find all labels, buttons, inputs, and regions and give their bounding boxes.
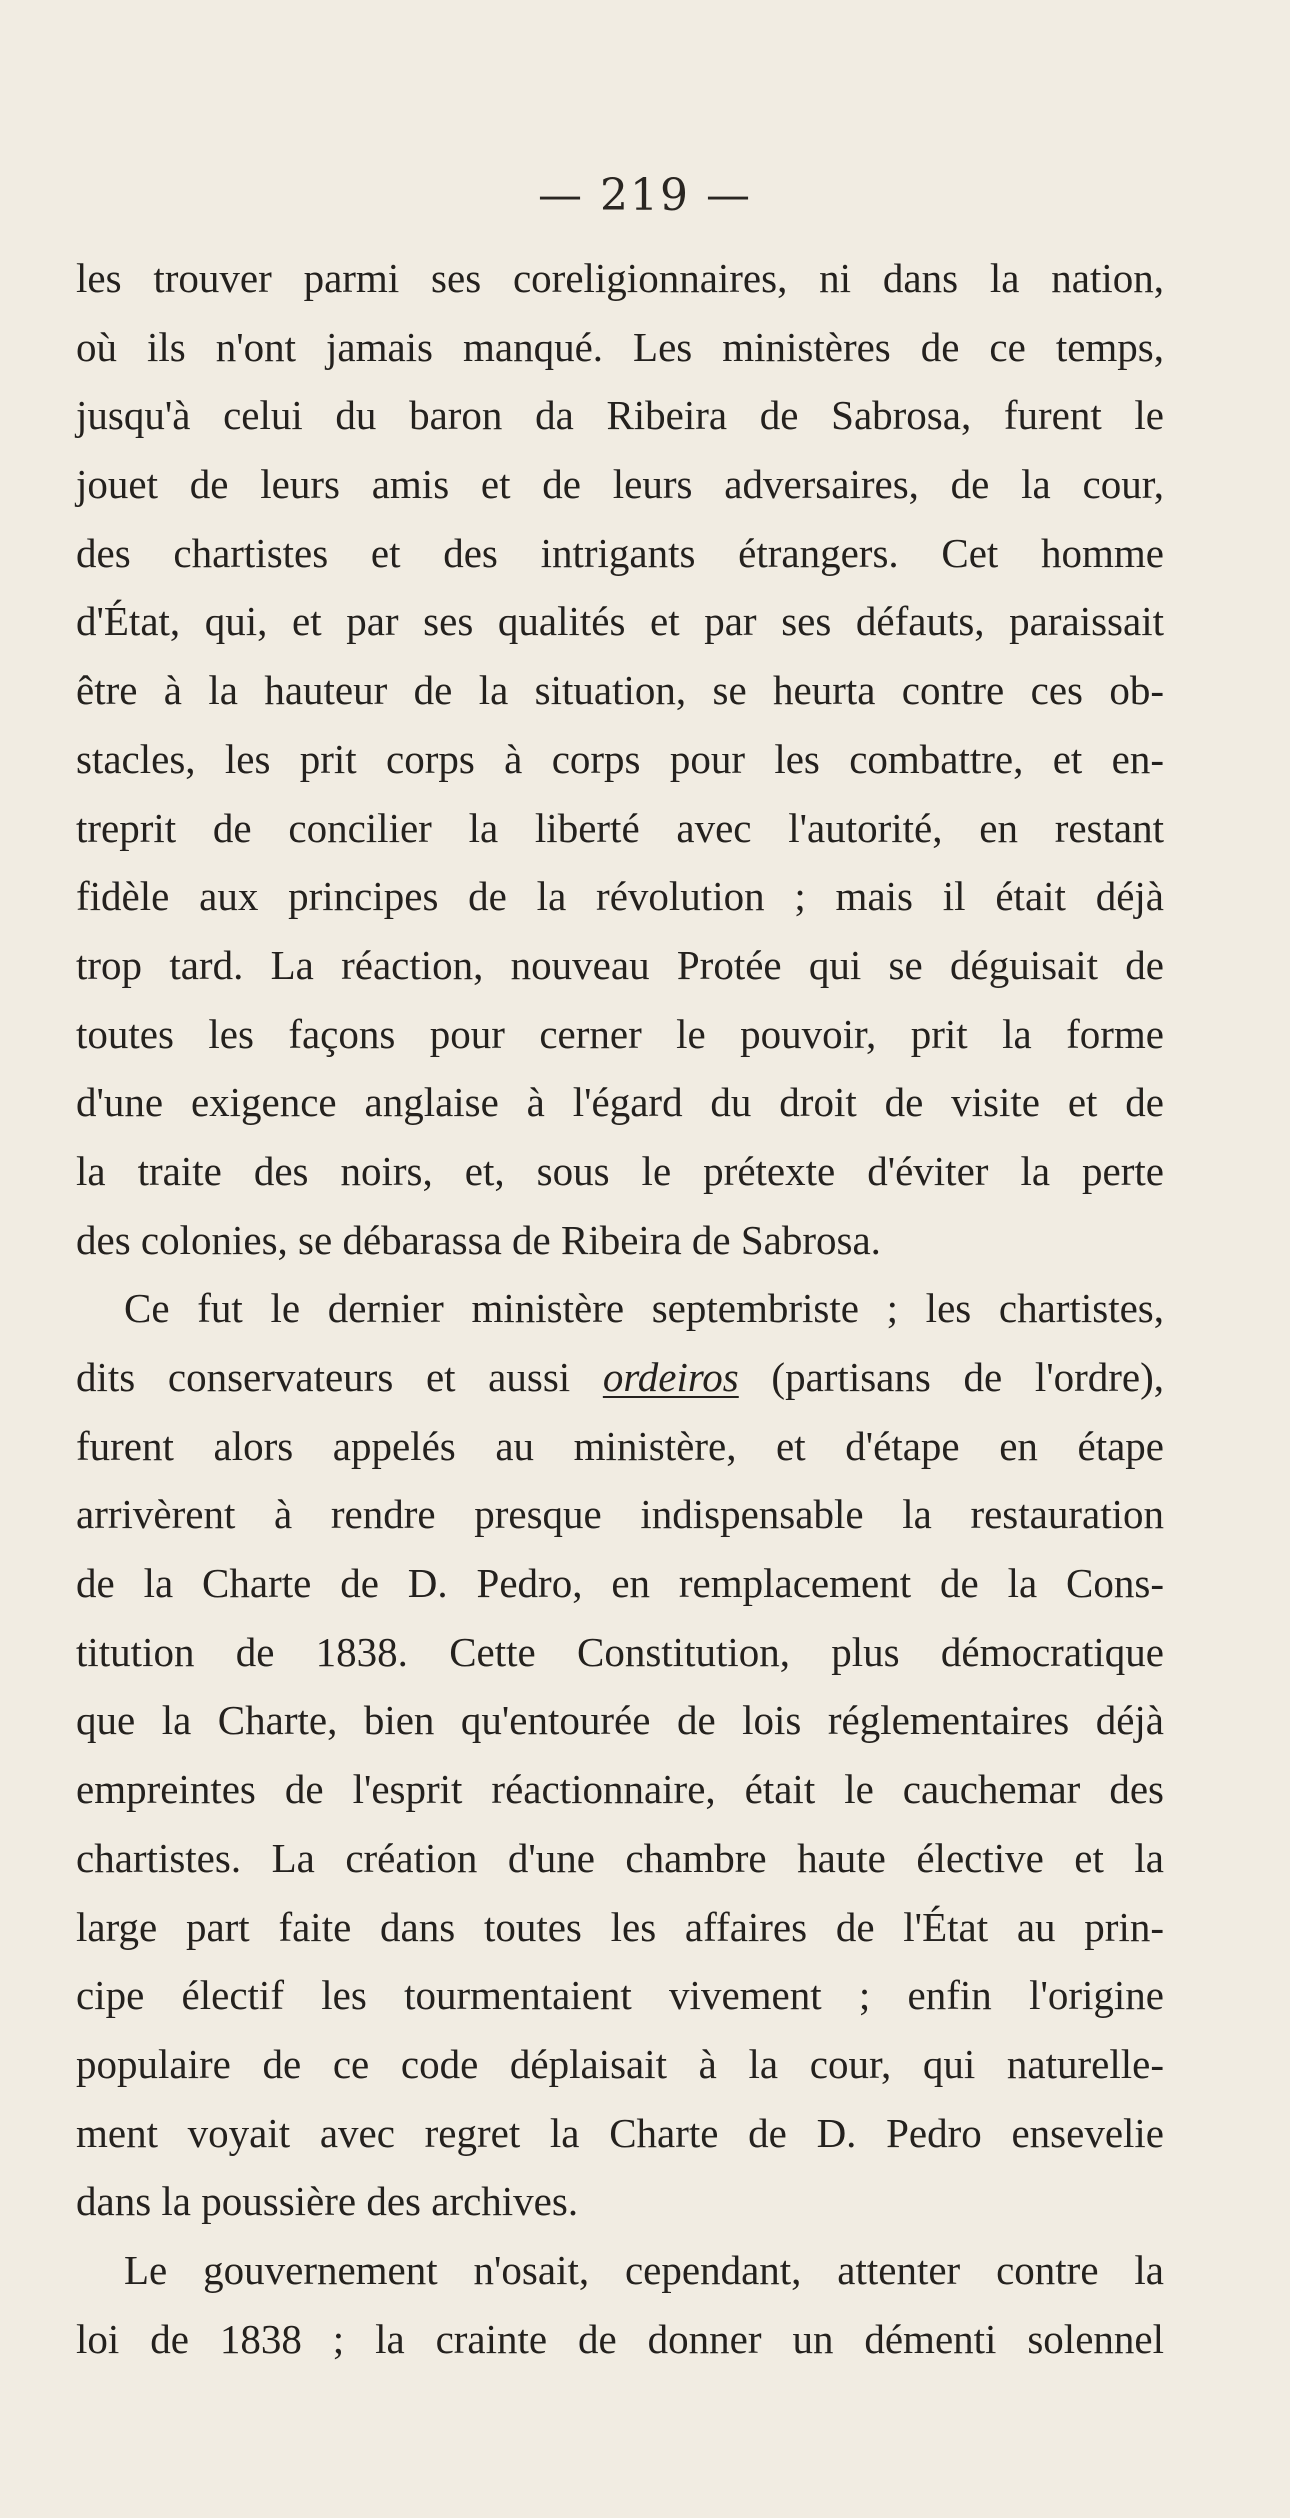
body-text: [76, 244, 1164, 2373]
text-line: être à la hauteur de la situation, se heurta contre ces ob-: [76, 667, 1164, 714]
text-line: ment voyait avec regret la Charte de D. Pedro ensevelie: [76, 2109, 1164, 2156]
text-line: la traite des noirs, et, sous le prétexte d'éviter la perte: [76, 1147, 1164, 1194]
text-segment: (partisans de l'ordre),: [738, 1354, 1165, 1400]
paragraph-last-line: dans la poussière des archives.: [76, 2178, 579, 2225]
text-line: jouet de leurs amis et de leurs adversaires, de la cour,: [76, 461, 1164, 508]
text-line: loi de 1838 ; la crainte de donner un démenti solennel: [76, 2315, 1164, 2362]
text-line: chartistes. La création d'une chambre haute élective et la: [76, 1834, 1164, 1881]
text-line: toutes les façons pour cerner le pouvoir, prit la forme: [76, 1010, 1164, 1057]
text-line: où ils n'ont jamais manqué. Les ministères de ce temps,: [76, 323, 1164, 370]
text-line: jusqu'à celui du baron da Ribeira de Sabrosa, furent le: [76, 392, 1164, 439]
text-segment: dits conservateurs et aussi: [76, 1354, 603, 1400]
text-line: d'une exigence anglaise à l'égard du droit de visite et de: [76, 1079, 1164, 1126]
text-line: stacles, les prit corps à corps pour les combattre, et en-: [76, 735, 1164, 782]
page-number: — 219 —: [538, 170, 752, 221]
text-line: populaire de ce code déplaisait à la cour, qui naturelle-: [76, 2040, 1164, 2087]
text-line: les trouver parmi ses coreligionnaires, ni dans la nation,: [76, 255, 1164, 301]
text-line-with-italic: [76, 1343, 1164, 1412]
italic-term: ordeiros: [602, 1354, 739, 1400]
paragraph-first-line: Le gouvernement n'osait, cependant, attenter contre la: [124, 2246, 1164, 2293]
text-line: des chartistes et des intrigants étrangers. Cet homme: [76, 529, 1164, 576]
paragraph-last-line: des colonies, se débarassa de Ribeira de Sabrosa.: [76, 1216, 881, 1263]
text-line: furent alors appelés au ministère, et d'étape en étape: [76, 1422, 1164, 1469]
text-line: que la Charte, bien qu'entourée de lois réglementaires déjà: [76, 1697, 1164, 1744]
paragraph-first-line: Ce fut le dernier ministère septembriste ; les chartistes,: [124, 1285, 1164, 1332]
text-line: d'État, qui, et par ses qualités et par ses défauts, paraissait: [76, 598, 1164, 645]
text-line: trop tard. La réaction, nouveau Protée qui se déguisait de: [76, 941, 1164, 988]
text-line: titution de 1838. Cette Constitution, plus démocratique: [76, 1628, 1164, 1675]
text-line: empreintes de l'esprit réactionnaire, était le cauchemar des: [76, 1766, 1164, 1813]
text-line: arrivèrent à rendre presque indispensable la restauration: [76, 1491, 1164, 1538]
text-line: de la Charte de D. Pedro, en remplacement de la Cons-: [76, 1560, 1164, 1607]
text-line: treprit de concilier la liberté avec l'autorité, en restant: [76, 804, 1164, 851]
text-line: large part faite dans toutes les affaires de l'État au prin-: [76, 1903, 1164, 1950]
text-line: fidèle aux principes de la révolution ; mais il était déjà: [76, 873, 1164, 920]
text-line: cipe électif les tourmentaient vivement ; enfin l'origine: [76, 1972, 1164, 2019]
